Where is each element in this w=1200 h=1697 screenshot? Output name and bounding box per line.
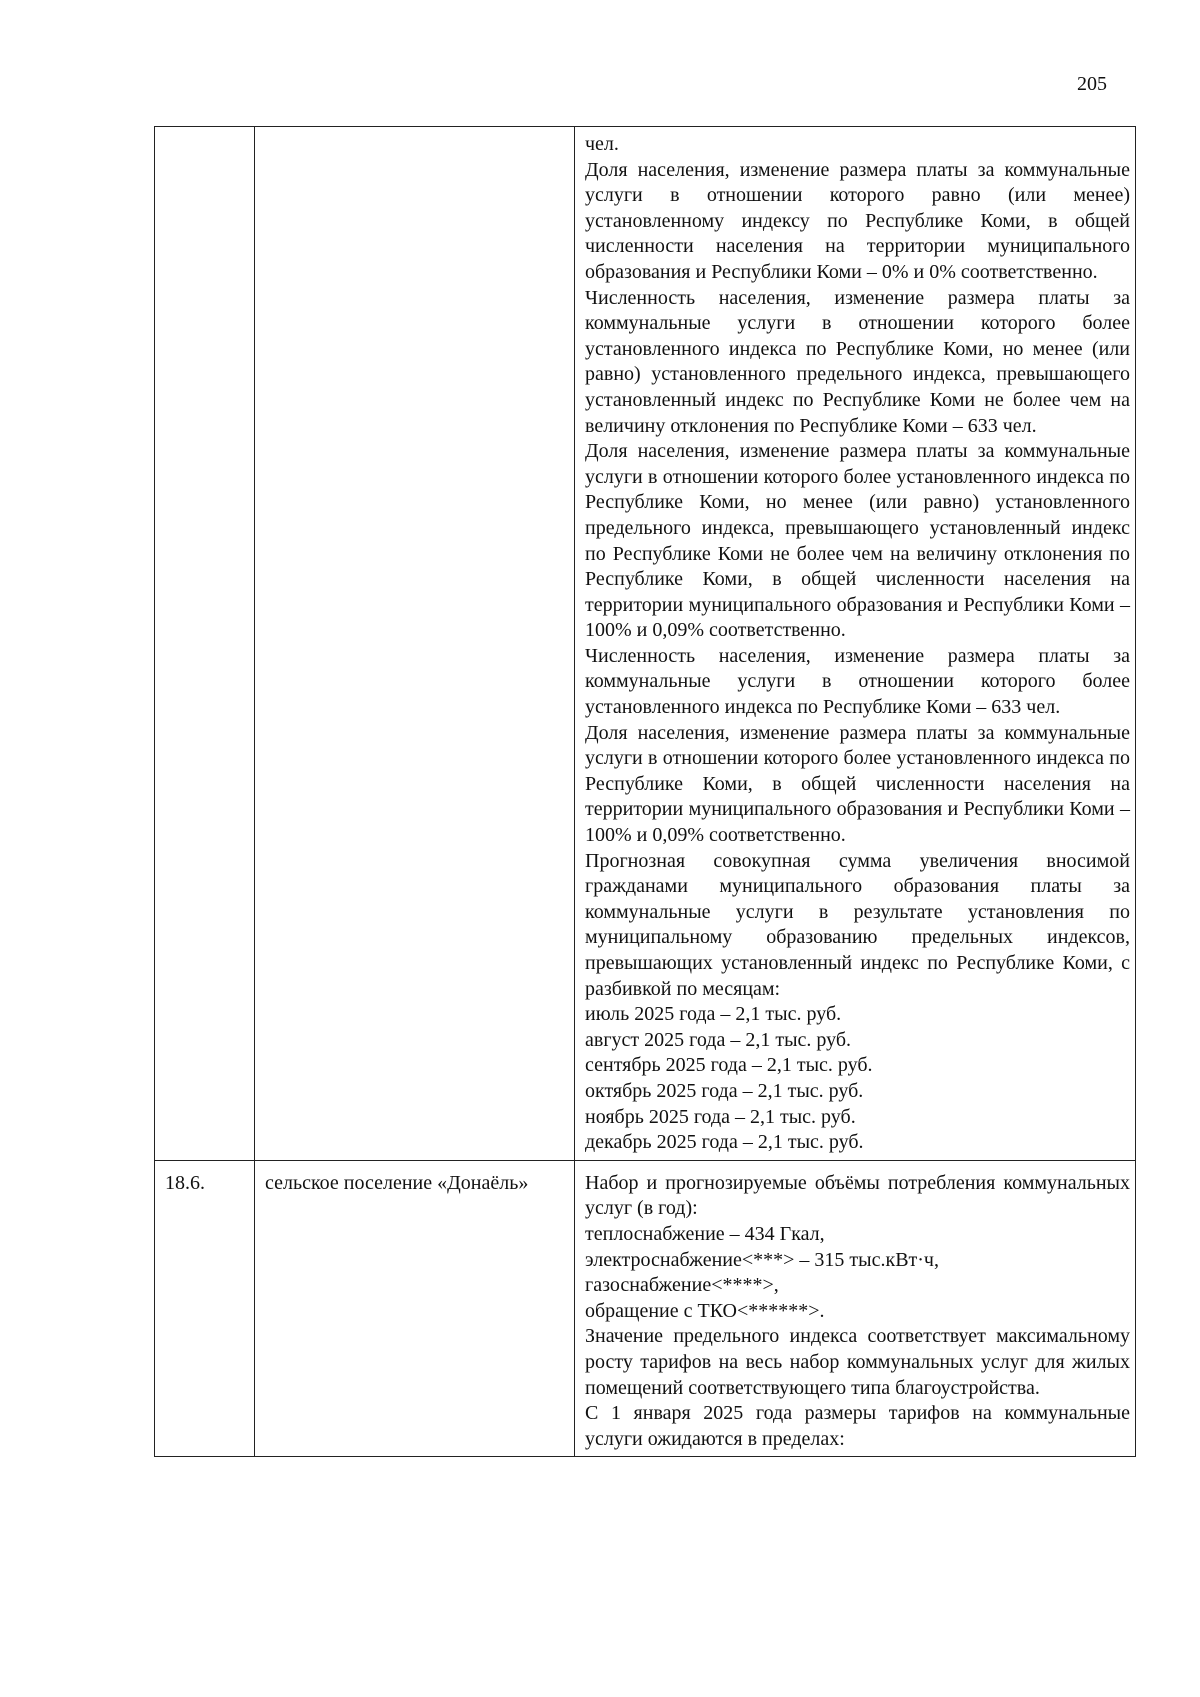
text-paragraph: С 1 января 2025 года размеры тарифов на коммунальные услуги ожидаются в пределах: [585,1402,1130,1450]
table-row [155,127,1136,1161]
monthly-amount-line: октябрь 2025 года – 2,1 тыс. руб. [585,1079,864,1102]
text-paragraph: Доля населения, изменение размера платы за коммунальные услуги в отношении которого равно (или менее) установленному индексу по Республике Коми, в общей численности населения на территории муниципального образования и Республики Коми – 0% и 0% соответственно. [585,158,1130,283]
text-paragraph: Доля населения, изменение размера платы за коммунальные услуги в отношении которого более установленного индекса по Республике Коми, но менее (или равно) установленного предельного индекса, превышающего установленный индекс по Республике Коми не более чем на величину отклонения по Республике Коми, в общей численности населения на территории муниципального образования и Республики Коми – 100% и 0,09% соответственно. [585,440,1130,642]
monthly-amount-line: декабрь 2025 года – 2,1 тыс. руб. [585,1131,864,1154]
text-paragraph: Значение предельного индекса соответствует максимальному росту тарифов на весь набор коммунальных услуг для жилых помещений соответствующего типа благоустройства. [585,1325,1130,1399]
text-paragraph: Прогнозная совокупная сумма увеличения вносимой гражданами муниципального образования платы за коммунальные услуги в результате установления по муниципальному образованию предельных индексов, превышающих установленный индекс по Республике Коми, с разбивкой по месяцам: [585,849,1130,1000]
municipality-name-cell [255,127,575,1161]
table-row [155,1160,1136,1457]
page-number: 205 [1077,73,1107,95]
text-paragraph: Численность населения, изменение размера платы за коммунальные услуги в отношении которого более установленного индекса по Республике Коми, но менее (или равно) установленного предельного индекса, превышающего установленный индекс по Республике Коми не более чем на величину отклонения по Республике Коми – 633 чел. [585,286,1130,437]
service-volume-line: газоснабжение<****>, [585,1274,779,1297]
service-volume-line: обращение с ТКО<******>. [585,1299,825,1322]
text-paragraph: Набор и прогнозируемые объёмы потребления коммунальных услуг (в год): [585,1171,1130,1220]
service-volume-line: электроснабжение<***> – 315 тыс.кВт·ч, [585,1248,939,1271]
row-number-cell [155,127,255,1161]
monthly-amount-line: август 2025 года – 2,1 тыс. руб. [585,1028,852,1051]
municipality-name-cell: сельское поселение «Донаёль» [255,1160,575,1457]
indices-table [154,126,1136,1457]
row-number-cell: 18.6. [155,1160,255,1457]
monthly-amount-line: сентябрь 2025 года – 2,1 тыс. руб. [585,1054,873,1077]
text-line: чел. [585,133,619,155]
text-paragraph: Доля населения, изменение размера платы за коммунальные услуги в отношении которого более установленного индекса по Республике Коми, в общей численности населения на территории муниципального образования и Республики Коми – 100% и 0,09% соответственно. [585,721,1130,847]
text-paragraph: Численность населения, изменение размера платы за коммунальные услуги в отношении которого более установленного индекса по Республике Коми – 633 чел. [585,644,1130,719]
description-cell [575,1160,1136,1457]
monthly-amount-line: июль 2025 года – 2,1 тыс. руб. [585,1003,842,1026]
description-cell [575,127,1136,1161]
service-volume-line: теплоснабжение – 434 Гкал, [585,1222,825,1245]
monthly-amount-line: ноябрь 2025 года – 2,1 тыс. руб. [585,1105,856,1128]
